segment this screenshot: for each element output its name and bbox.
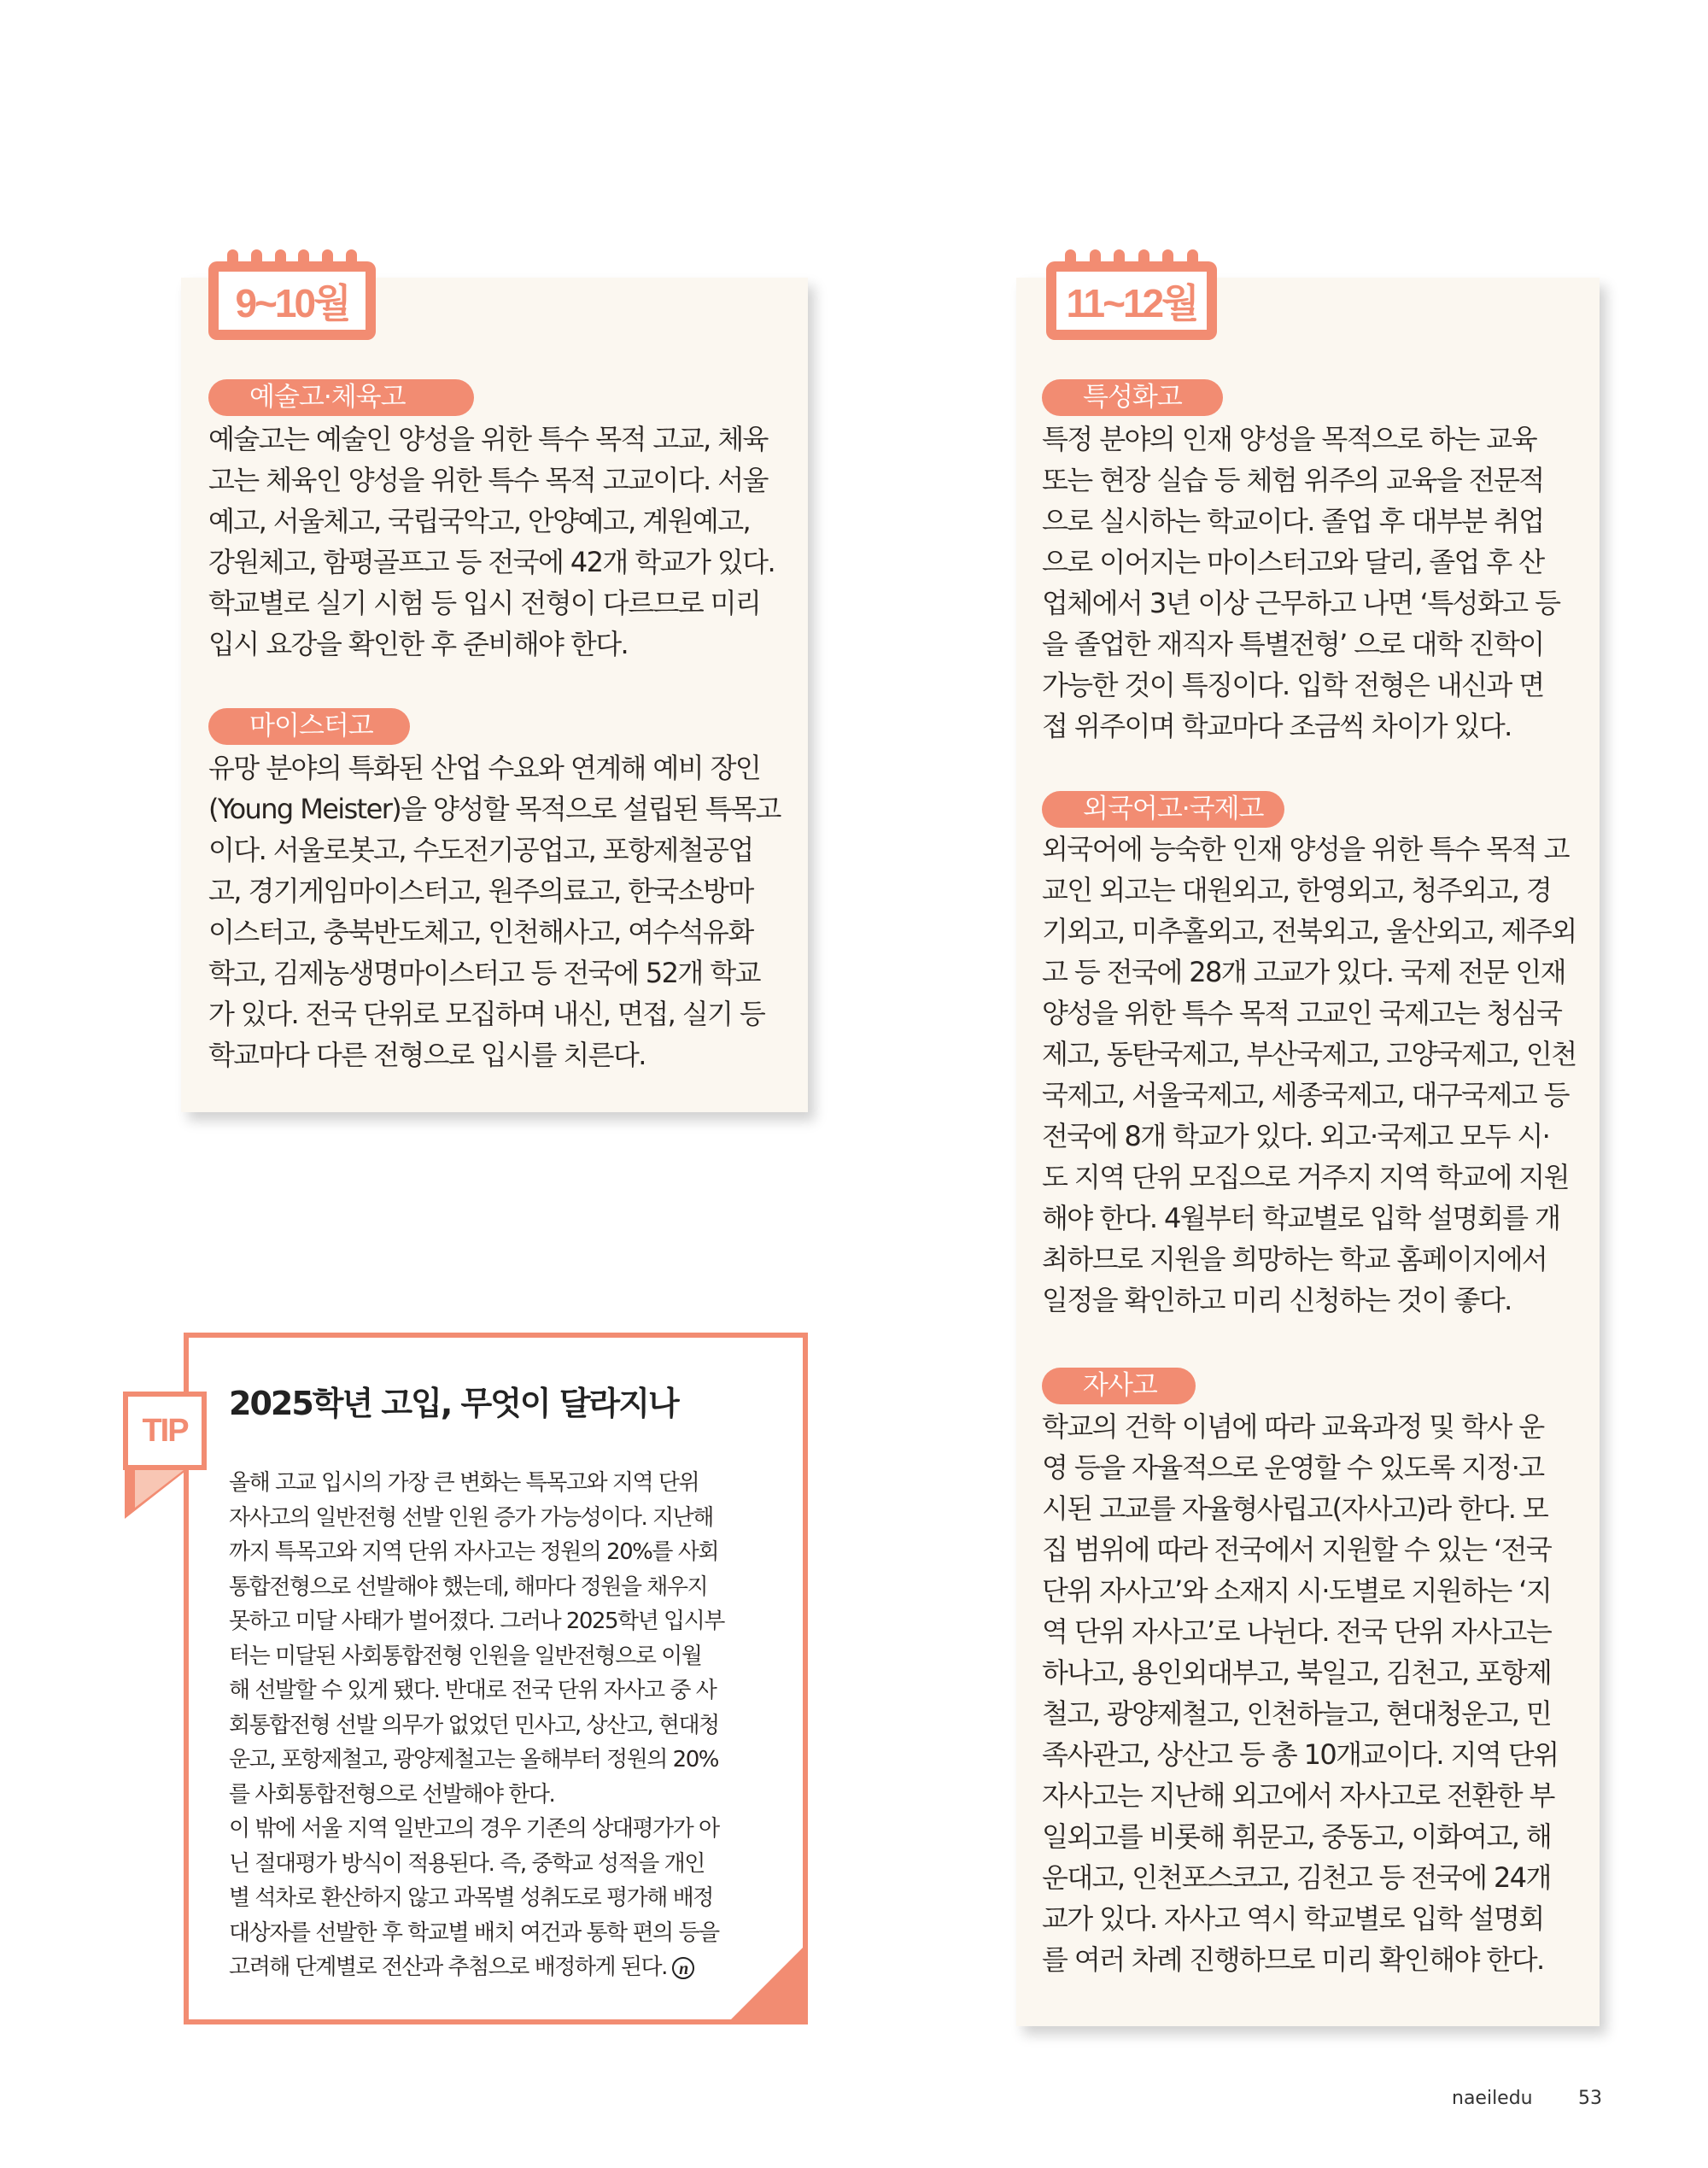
section-body-meister: 유망 분야의 특화된 산업 수요와 연계해 예비 장인 (Young Meister)을 양성할 목적으로 설립된 특목고 이다. 서울로봇고, 수도전기공업고, 포항제철공업 고, 경기게임마이스터고, 원주의료고, 한국소방마 이스터고, 충북반도체고, 인천해사고, 여수석유화 학고, 김제농생명마이스터고 등 전국에 52개 학교 가 있다. 전국 단위로 모집하며 내신, 면접, 실기 등 학교마다 다른 전형으로 입시를 치른다. (208, 752, 781, 1071)
section-tag-foreign-intl: 외국어고·국제고 (1042, 791, 1284, 828)
section-body-specialized: 특정 분야의 인재 양성을 목적으로 하는 교육 또는 현장 실습 등 체험 위주의 교육을 전문적 으로 실시하는 학교이다. 졸업 후 대부분 취업 으로 이어지는 마이스터고와 달리, 졸업 후 산 업체에서 3년 이상 근무하고 나면 ‘특성화고 등 을 졸업한 재직자 특별전형’ 으로 대학 진학이 가능한 것이 특징이다. 입학 전형은 내신과 면 접 위주이며 학교마다 조금씩 차이가 있다. (1042, 423, 1560, 742)
section-tag-autonomous-private: 자사고 (1042, 1368, 1196, 1404)
section-tag-meister: 마이스터고 (208, 708, 410, 745)
tip-corner-decoration (726, 1942, 808, 2024)
tip-flag-fold-inner (135, 1470, 184, 1508)
section-tag-specialized: 특성화고 (1042, 379, 1223, 416)
calendar-icon-nov-dec (1046, 261, 1217, 340)
section-body-arts-sports: 예술고는 예술인 양성을 위한 특수 목적 고교, 체육 고는 체육인 양성을 위한 특수 목적 고교이다. 서울 예고, 서울체고, 국립국악고, 안양예고, 계원예고, 강원체고, 함평골프고 등 전국에 42개 학교가 있다. 학교별로 실기 시험 등 입시 전형이 다르므로 미리 입시 요강을 확인한 후 준비해야 한다. (208, 423, 775, 660)
section-body-foreign-intl: 외국어에 능숙한 인재 양성을 위한 특수 목적 고 교인 외고는 대원외고, 한영외고, 청주외고, 경 기외고, 미추홀외고, 전북외고, 울산외고, 제주외 고 등 전국에 28개 고교가 있다. 국제 전문 인재 양성을 위한 특수 목적 고교인 국제고는 청심국 제고, 동탄국제고, 부산국제고, 고양국제고, 인천 국제고, 서울국제고, 세종국제고, 대구국제고 등 전국에 8개 학교가 있다. 외고·국제고 모두 시· 도 지역 단위 모집으로 거주지 지역 학교에 지원 해야 한다. 4월부터 학교별로 입학 설명회를 개 최하므로 지원을 희망하는 학교 홈페이지에서 일정을 확인하고 미리 신청하는 것이 좋다. (1042, 833, 1576, 1316)
calendar-rings (227, 249, 357, 265)
page-number: 53 (1578, 2088, 1602, 2109)
section-tag-arts-sports: 예술고·체육고 (208, 379, 474, 416)
section-body-autonomous-private: 학교의 건학 이념에 따라 교육과정 및 학사 운 영 등을 자율적으로 운영할 수 있도록 지정·고 시된 고교를 자율형사립고(자사고)라 한다. 모 집 범위에 따라 전국에서 지원할 수 있는 ‘전국 단위 자사고’와 소재지 시·도별로 지원하는 ‘지 역 단위 자사고’로 나뉜다. 전국 단위 자사고는 하나고, 용인외대부고, 북일고, 김천고, 포항제 철고, 광양제철고, 인천하늘고, 현대청운고, 민 족사관고, 상산고 등 총 10개교이다. 지역 단위 자사고는 지난해 외고에서 자사고로 전환한 부 일외고를 비롯해 휘문고, 중동고, 이화여고, 해 운대고, 인천포스코고, 김천고 등 전국에 24개 교가 있다. 자사고 역시 학교별로 입학 설명회 를 여러 차례 진행하므로 미리 확인해야 한다. (1042, 1410, 1559, 1976)
end-mark-icon: n (672, 1957, 694, 1979)
tip-flag-badge: TIP (123, 1392, 207, 1470)
calendar-label: 9~10월 (235, 281, 349, 325)
calendar-label: 11~12월 (1066, 281, 1197, 325)
tip-last-line: 고려해 단계별로 전산과 추첨으로 배정하게 된다. n (229, 1950, 724, 1985)
footer-brand: naeiledu (1452, 2088, 1533, 2109)
calendar-rings (1065, 249, 1198, 265)
tip-body: 올해 고교 입시의 가장 큰 변화는 특목고와 지역 단위 자사고의 일반전형 선발 인원 증가 가능성이다. 지난해 까지 특목고와 지역 단위 자사고는 정원의 20%를 사회 통합전형으로 선발해야 했는데, 해마다 정원을 채우지 못하고 미달 사태가 벌어졌다. 그러나 2025학년 입시부 터는 미달된 사회통합전형 인원을 일반전형으로 이월 해 선발할 수 있게 됐다. 반대로 전국 단위 자사고 중 사 회통합전형 선발 의무가 없었던 민사고, 상산고, 현대청 운고, 포항제철고, 광양제철고는 올해부터 정원의 20% 를 사회통합전형으로 선발해야 한다. 이 밖에 서울 지역 일반고의 경우 기존의 상대평가가 아 닌 절대평가 방식이 적용된다. 즉, 중학교 성적을 개인 별 석차로 환산하지 않고 과목별 성취도로 평가해 배정 대상자를 선발한 후 학교별 배치 여건과 통학 편의 등을 고려해 단계별로 전산과 추첨으로 배정하게 된다. n (229, 1466, 724, 1985)
tip-title: 2025학년 고입, 무엇이 달라지나 (229, 1385, 678, 1422)
calendar-icon-sep-oct (208, 261, 376, 340)
